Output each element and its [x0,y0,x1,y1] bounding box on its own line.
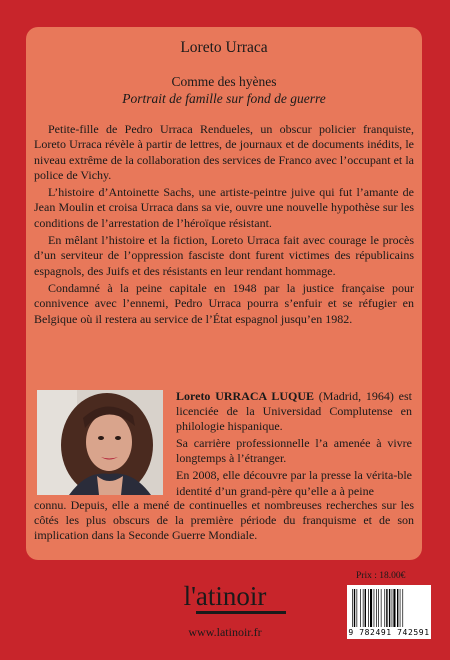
barcode-bar [393,589,395,627]
barcode-bar [378,589,379,627]
barcode-bar [354,589,355,627]
barcode-bar [397,589,398,627]
isbn-number: 9 782491 742591 [348,628,430,637]
barcode-bar [357,589,358,627]
barcode-bar [384,589,385,627]
barcode-bar [363,589,364,627]
book-subtitle: Portrait de famille sur fond de guerre [122,91,326,106]
barcode-bar [352,589,353,627]
barcode-bar [368,589,369,627]
author-bio [176,389,412,501]
bio-discovery: En 2008, elle découvre par la presse la vérita-ble identité d’un grand-père qu’elle a à peine [176,468,412,498]
barcode-icon [351,589,427,627]
barcode-bar [392,589,393,627]
blurb-paragraph: L’histoire d’Antoinette Sachs, une artiste-peintre juive qui fut l’amante de Jean Moulin et croisa Urraca dans sa vie, ouvre une nouvelle hypothèse sur les conditions de l’arrestation de l’héroïque résistant. [34,185,414,230]
publisher-logo [160,583,290,619]
barcode-bar [402,589,403,627]
publisher-website: www.latinoir.fr [188,625,262,639]
blurb-paragraph: Petite-fille de Pedro Urraca Rendueles, un obscur policier franquiste, Loreto Urraca révèle à partir de lettres, de journaux et de documents inédits, le niveau extrême de la collaboration des services de Franco avec l’occupant et la police de Vichy. [34,122,414,182]
publisher-name: l'atinoir [183,581,267,611]
author-full-name: Loreto URRACA LUQUE [176,389,314,403]
barcode [347,585,431,639]
bio-career: Sa carrière professionnelle l’a amenée à vivre longtemps à l’étranger. [176,436,412,466]
barcode-bar [400,589,401,627]
author-photo [37,390,163,495]
barcode-bar [374,589,375,627]
publisher-logo-bar [196,611,286,614]
bio-intro-text: (Madrid, 1964) est licenciée de la Universidad Complutense en philologie hispanique. [176,389,412,434]
bio-intro [176,389,412,434]
author-photo-icon [37,390,163,495]
barcode-bar [386,589,387,627]
blurb-text [34,122,414,329]
blurb-paragraph: En mêlant l’histoire et la fiction, Loreto Urraca fait avec courage le procès d’un serviteur de l’oppression fasciste dont furent victimes des républicains espagnols, des Juifs et des résistants en leur rendant hommage. [34,233,414,278]
barcode-bar [360,589,361,627]
barcode-bar [376,589,377,627]
book-title: Comme des hyènes [171,74,277,89]
barcode-bar [365,589,366,627]
barcode-bar [389,589,390,627]
blurb-paragraph: Condamné à la peine capitale en 1948 par la justice française pour connivence avec l’ennemi, Pedro Urraca pourra s’enfuir et se réfugier en Belgique où il restera au service de l’État espagnol jusqu’en 1982. [34,280,414,326]
back-cover-panel [26,27,422,560]
barcode-bar [381,589,382,627]
book-author: Loreto Urraca [180,39,268,56]
bio-discovery-continued: connu. Depuis, elle a mené de continuelles et nombreuses recherches sur les côtés les plus obscurs de la première période du franquisme et de son implication dans la Seconde Guerre Mondiale. [34,498,414,543]
price-label: Prix : 18.00€ [356,571,406,581]
barcode-bar [370,589,372,627]
